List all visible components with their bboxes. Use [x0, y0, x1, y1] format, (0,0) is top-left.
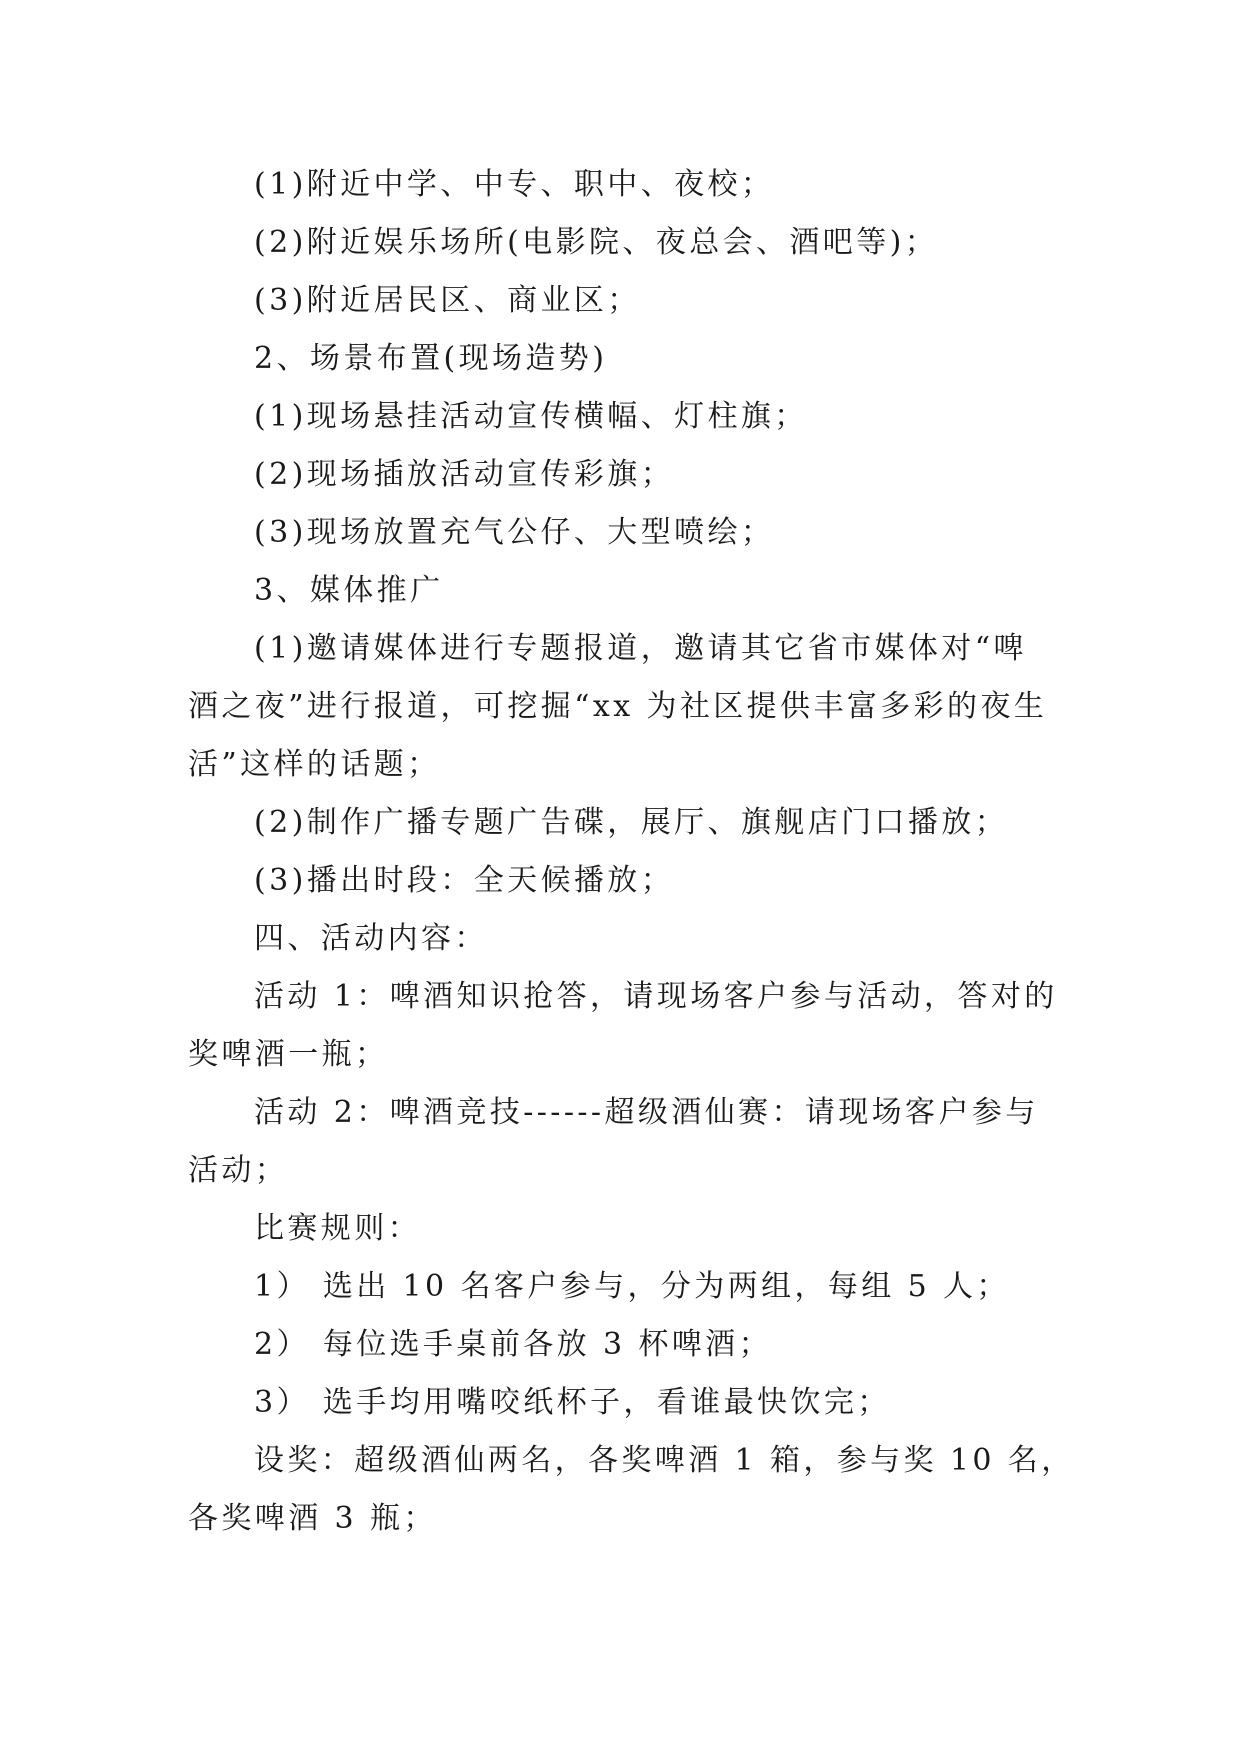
paragraph-prizes-line-2: 各奖啤酒 3 瓶； [188, 1501, 437, 1536]
list-item-target-schools: (1)附近中学、中专、职中、夜校； [254, 167, 775, 202]
section-heading-scene-layout: 2、场景布置(现场造势) [254, 341, 608, 376]
rule-item-3: 3） 选手均用嘴咬纸杯子，看谁最快饮完； [254, 1385, 891, 1420]
paragraph-media-invite-line-2: 酒之夜”进行报道，可挖掘“xx 为社区提供丰富多彩的夜生 [188, 689, 1048, 724]
list-item-banners: (1)现场悬挂活动宣传横幅、灯柱旗； [254, 399, 808, 434]
list-item-broadcast-time: (3)播出时段：全天候播放； [254, 863, 675, 898]
paragraph-media-invite-line-3: 活”这样的话题； [188, 747, 441, 782]
section-heading-activity-content: 四、活动内容： [254, 921, 488, 956]
rule-item-1: 1） 选出 10 名客户参与，分为两组，每组 5 人； [254, 1269, 1010, 1304]
paragraph-media-invite-line-1: (1)邀请媒体进行专题报道，邀请其它省市媒体对“啤 [254, 631, 1027, 666]
paragraph-prizes-line-1: 设奖：超级酒仙两名，各奖啤酒 1 箱，参与奖 10 名， [254, 1443, 1075, 1478]
paragraph-activity-2-line-1: 活动 2：啤酒竞技------超级酒仙赛：请现场客户参与 [254, 1095, 1039, 1130]
rule-item-2: 2） 每位选手桌前各放 3 杯啤酒； [254, 1327, 772, 1362]
paragraph-activity-2-line-2: 活动； [188, 1153, 289, 1188]
paragraph-activity-1-line-2: 奖啤酒一瓶； [188, 1037, 389, 1072]
list-item-flags: (2)现场插放活动宣传彩旗； [254, 457, 675, 492]
list-item-target-residential: (3)附近居民区、商业区； [254, 283, 641, 318]
list-item-inflatables: (3)现场放置充气公仔、大型喷绘； [254, 515, 775, 550]
list-item-target-entertainment: (2)附近娱乐场所(电影院、夜总会、酒吧等)； [254, 225, 939, 260]
paragraph-activity-1-line-1: 活动 1：啤酒知识抢答，请现场客户参与活动，答对的 [254, 979, 1058, 1014]
heading-competition-rules: 比赛规则： [254, 1211, 421, 1246]
section-heading-media-promotion: 3、媒体推广 [254, 573, 444, 608]
list-item-radio-ad: (2)制作广播专题广告碟，展厅、旗舰店门口播放； [254, 805, 1009, 840]
